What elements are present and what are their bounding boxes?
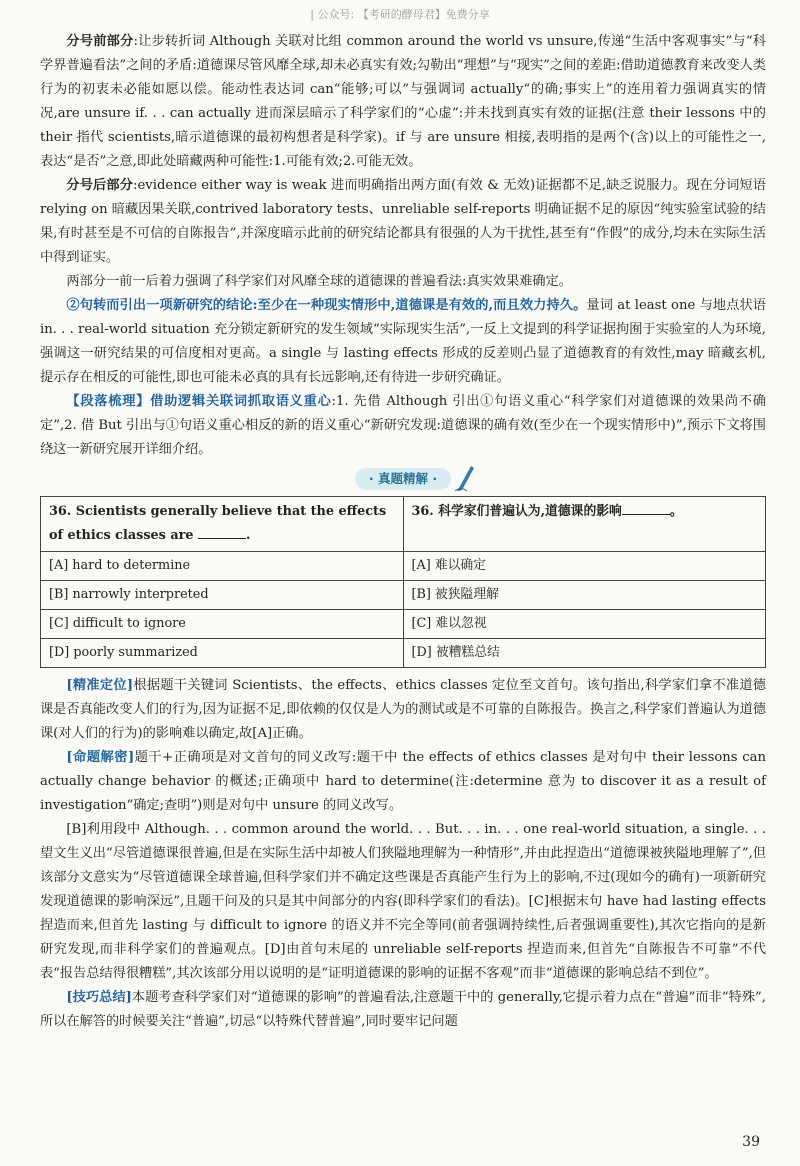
option-zh-c: [C] 难以忽视 [403,610,766,639]
lead: 分号前部分 [66,34,134,49]
body: :1. 先借 Although 引出①句语义重心“科学家们对道德课的效果尚不确定”,2. 借 But 引出与①句语义重心相反的新的语义重心“新研究发现:道德课的确有效(至少在一个现实情形中)”,预示下文将围绕这一新研究展开详细介绍。 [40,394,766,457]
question-zh: 36. 科学家们普遍认为,道德课的影响 。 [403,497,766,552]
option-zh-d: [D] 被糟糕总结 [403,639,766,668]
banner-text: · 真题精解 · [368,471,438,486]
paragraph-location [40,674,766,746]
lead: 【段落梳理】借助逻辑关联词抓取语义重心 [66,394,332,409]
section-banner [355,468,451,490]
option-en-a: [A] hard to determine [41,552,404,581]
body: 量词 at least one 与地点状语 in. . . real-world situation 充分锁定新研究的发生领域“实际现实生活”,一反上文提到的科学证据拘囿于实验室的人为环境,强调这一研究结果的可信度相对更高。a single 与 lasting effects 形成的反差则凸显了道德教育的有效性,may 暗藏玄机,提示存在相反的可能性,即也可能未必真的具有长远影响,还有待进一步研究确证。 [40,298,766,385]
option-en-b: [B] narrowly interpreted [41,581,404,610]
body: :evidence either way is weak 进而明确指出两方面(有效 & 无效)证据都不足,缺乏说服力。现在分词短语 relying on 暗藏因果关联,contrived laboratory tests、unreliable self-reports 明确证据不足的原因“纯实验室试验的结果,有时甚至是不可信的自陈报告”,并深度暗示此前的研究结论都具有很强的人为干扰性,甚至有“作假”的成分,均未在实际生活中得到证实。 [40,178,766,265]
answer-blank [198,526,246,539]
option-en-d: [D] poorly summarized [41,639,404,668]
table-row [41,581,766,610]
answer-blank [622,502,670,515]
page-number: 39 [742,1134,760,1150]
lead: 分号后部分 [66,178,134,193]
page-content [40,30,766,1034]
option-zh-b: [B] 被狭隘理解 [403,581,766,610]
lead: [命题解密] [66,750,135,765]
body: :让步转折词 Although 关联对比组 common around the world vs unsure,传递“生活中客观事实”与“科学界普遍看法”之间的矛盾:道德课尽管风靡全球,却未必真实有效;勾勒出“理想”与“现实”之间的差距:借助道德教育来改变人类行为的初衷未必能如愿以偿。能动性表达词 can“能够;可以”与强调词 actually“的确;事实上”的连用着力强调真实的情况,are unsure if. . . can actually 进而深层暗示了科学家们的“心虚”:并未找到真实有效的证据(注意 their lessons 中的 their 指代 scientists,暗示道德课的最初构想者是科学家)。if 与 are unsure 相接,表明指的是两个(含)以上的可能性之一,表达“是否”之意,即此处暗藏两种可能性:1.可能有效;2.可能无效。 [40,34,766,169]
paragraph-decode [40,746,766,818]
option-en-c: [C] difficult to ignore [41,610,404,639]
paragraph-after-semicolon [40,174,766,270]
section-banner-wrap [40,468,766,490]
table-row [41,610,766,639]
lead: ②句转而引出一项新研究的结论:至少在一种现实情形中,道德课是有效的,而且效力持久。 [66,298,587,313]
body: 题干+正确项是对文首句的同义改写:题干中 the effects of ethics classes 是对句中 their lessons can actually change behavior 的概述;正确项中 hard to determine(注:determine 意为 to discover it as a result of investigation“确定;查明”)则是对句中 unsure 的同义改写。 [40,750,766,813]
question-en: 36. Scientists generally believe that the effects of ethics classes are . [41,497,404,552]
lead: [精准定位] [66,678,134,693]
paragraph-distractors: [B]利用段中 Although. . . common around the world. . . But. . . in. . . one real-world situation, a single. . . 望文生义出“尽管道德课很普遍,但是在实际生活中却被人们狭隘地理解为一种情形”,并由此捏造出“道德课被狭隘地理解了”,但该部分文意实为“尽管道德课全球普遍,但科学家们并不确定这些课是否真能产生行为上的影响,不过(现如今的确有)一项新研究发现道德课的影响深远”,且题干问及的只是其中间部分的内容(即科学家们的看法)。[C]根据末句 have had lasting effects 捏造而来,但首先 lasting 与 difficult to ignore 的语义并不完全等同(前者强调持续性,后者强调重要性),其次它指向的是新研究发现,而非科学家们的普遍观点。[D]由首句末尾的 unreliable self-reports 捏造而来,但首先“自陈报告不可靠”不代表“报告总结得很糟糕”,其次该部分用以说明的是“证明道德课的影响的证据不客观”而非“道德课的影响总结不到位”。 [40,822,766,981]
paragraph-second-sentence [40,294,766,390]
watermark: | 公众号: 【考研的酵母君】免费分享 [310,8,490,21]
table-row [41,552,766,581]
paragraph-structure [40,390,766,462]
body: 本题考查科学家们对“道德课的影响”的普遍看法,注意题干中的 generally,它提示着力点在“普遍”而非“特殊”,所以在解答的时候要关注“普遍”,切忌“以特殊代替普遍”,同时要牢记问题 [40,990,766,1029]
lead: [技巧总结] [66,990,132,1005]
body: 根据题干关键词 Scientists、the effects、ethics classes 定位至文首句。该句指出,科学家们拿不准道德课是否真能改变人们的行为,因为证据不足,即依赖的仅仅是人为的测试或是不可靠的自陈报告。换言之,科学家们普遍认为道德课(对人们的行为)的影响难以确定,故[A]正确。 [40,678,766,741]
table-row [41,639,766,668]
pen-icon [453,462,477,492]
question-table [40,496,766,668]
option-zh-a: [A] 难以确定 [403,552,766,581]
table-row [41,497,766,552]
paragraph-tips [40,986,766,1034]
paragraph-before-semicolon [40,30,766,174]
paragraph-summary: 两部分一前一后着力强调了科学家们对风靡全球的道德课的普遍看法:真实效果难确定。 [66,274,572,289]
